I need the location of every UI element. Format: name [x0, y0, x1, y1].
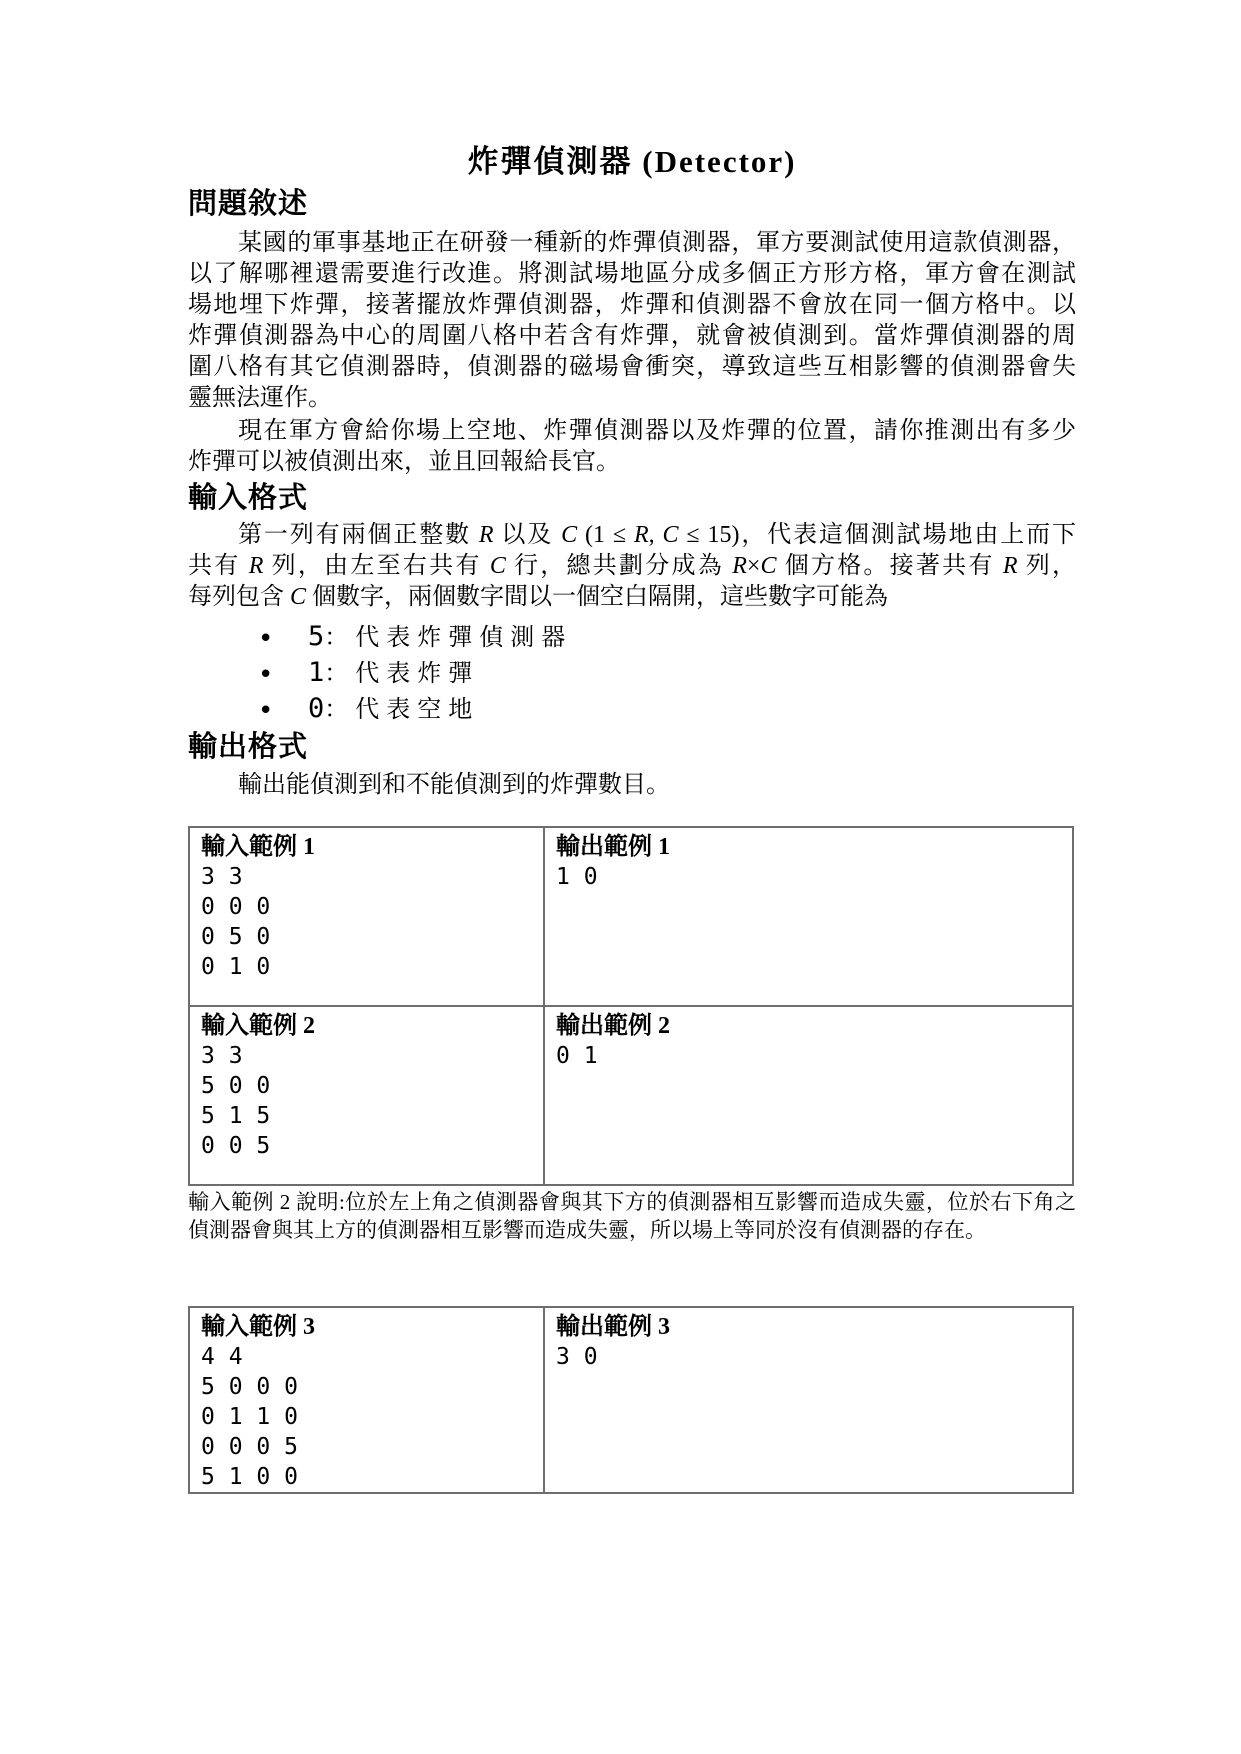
text-segment: 列，	[1017, 553, 1077, 579]
code-line: 0 0 0	[201, 894, 271, 920]
math-variable: R	[248, 553, 264, 579]
math-variable: R	[633, 522, 649, 548]
text-segment: (1 ≤	[577, 522, 634, 548]
section-heading-problem: 問題敘述	[188, 188, 309, 220]
example-input-label: 輸入範例 1	[201, 834, 315, 860]
math-variable: C	[290, 584, 307, 610]
text-segment: ×	[746, 553, 761, 579]
math-variable: R	[478, 522, 494, 548]
section-heading-output-format: 輸出格式	[188, 731, 309, 763]
text-line: 場地埋下炸彈，接著擺放炸彈偵測器，炸彈和偵測器不會放在同一個方格中。以	[188, 292, 1076, 318]
bullet-icon: •	[258, 660, 274, 690]
note-line: 輸入範例 2 說明:位於左上角之偵測器會與其下方的偵測器相互影響而造成失靈，位於右下角之	[188, 1190, 1076, 1214]
code-line: 3 0	[556, 1344, 598, 1370]
text-line: 以了解哪裡還需要進行改進。將測試場地區分成多個正方形方格，軍方會在測試	[188, 261, 1076, 287]
text-segment: 以及	[493, 522, 562, 548]
example-output-cell	[544, 1307, 1073, 1493]
text-segment: 每列包含	[188, 584, 290, 610]
value-code: 0	[308, 693, 325, 724]
example-input-cell	[189, 1006, 544, 1185]
value-description: 代表炸彈	[355, 661, 480, 687]
bullet-icon: •	[258, 696, 274, 726]
text-segment: 個方格。接著共有	[776, 553, 1003, 579]
code-line: 0 1 0	[201, 954, 271, 980]
section-heading-input-format: 輸入格式	[188, 482, 309, 514]
text-line: 靈無法運作。	[188, 385, 332, 411]
text-segment: ≤ 15)，代表這個測試場地由上而下	[678, 522, 1077, 548]
examples-table-1-2	[188, 826, 1074, 1186]
code-line: 0 0 5	[201, 1133, 271, 1159]
example-output-code	[556, 1342, 1062, 1372]
code-line: 5 1 0 0	[201, 1464, 298, 1490]
code-line: 3 3	[201, 864, 243, 890]
code-line: 1 0	[556, 864, 598, 890]
example-input-cell	[189, 827, 544, 1006]
examples-table-3	[188, 1306, 1074, 1494]
example-input-cell	[189, 1307, 544, 1493]
example-output-label: 輸出範例 3	[556, 1314, 670, 1340]
text-line: 現在軍方會給你場上空地、炸彈偵測器以及炸彈的位置，請你推測出有多少	[238, 418, 1076, 444]
example-row	[189, 1307, 1073, 1493]
output-format-paragraph	[188, 770, 1076, 801]
page-title: 炸彈偵測器 (Detector)	[467, 144, 797, 179]
value-description: 代表炸彈偵測器	[355, 625, 573, 651]
note-line: 偵測器會與其上方的偵測器相互影響而造成失靈，所以場上等同於沒有偵測器的存在。	[188, 1218, 986, 1242]
example-input-label: 輸入範例 3	[201, 1314, 315, 1340]
example-input-code	[201, 1342, 533, 1492]
example-input-code	[201, 862, 533, 982]
text-line: 炸彈可以被偵測出來，並且回報給長官。	[188, 449, 620, 475]
code-line: 4 4	[201, 1344, 243, 1370]
text-line: 輸出能偵測到和不能偵測到的炸彈數目。	[238, 772, 670, 798]
text-segment: 行，總共劃分成為	[505, 553, 733, 579]
value-colon: ：	[324, 625, 356, 651]
code-line: 5 0 0	[201, 1073, 271, 1099]
text-segment: 第一列有兩個正整數	[238, 522, 479, 548]
math-variable: C	[760, 553, 777, 579]
text-segment: 個數字，兩個數字間以一個空白隔開，這些數字可能為	[306, 584, 889, 610]
text-line: 某國的軍事基地正在研發一種新的炸彈偵測器，軍方要測試使用這款偵測器，	[238, 230, 1076, 256]
code-line: 0 0 0 5	[201, 1434, 298, 1460]
example-output-code	[556, 862, 1062, 892]
math-variable: R	[1002, 553, 1018, 579]
input-format-paragraph	[188, 520, 1076, 613]
list-item	[188, 655, 1076, 691]
text-line: 圍八格有其它偵測器時，偵測器的磁場會衝突，導致這些互相影響的偵測器會失	[188, 354, 1076, 380]
text-line: 炸彈偵測器為中心的周圍八格中若含有炸彈，就會被偵測到。當炸彈偵測器的周	[188, 323, 1076, 349]
code-line: 5 1 5	[201, 1103, 271, 1129]
math-variable: C	[489, 553, 506, 579]
value-legend-list	[188, 619, 1076, 727]
value-colon: ：	[324, 661, 356, 687]
list-item	[188, 691, 1076, 727]
code-line: 0 1	[556, 1043, 598, 1069]
math-variable: C	[662, 522, 679, 548]
problem-paragraph-1	[188, 228, 1076, 414]
example-input-code	[201, 1041, 533, 1161]
text-line	[188, 520, 1076, 551]
value-code: 5	[308, 621, 325, 652]
text-line	[188, 582, 1076, 613]
text-segment: 列，由左至右共有	[263, 553, 490, 579]
example-output-label: 輸出範例 1	[556, 834, 670, 860]
text-segment: 共有	[188, 553, 249, 579]
code-line: 3 3	[201, 1043, 243, 1069]
math-variable: R	[732, 553, 747, 579]
text-line	[188, 551, 1076, 582]
example-output-code	[556, 1041, 1062, 1071]
math-variable: C	[561, 522, 578, 548]
example-2-note	[188, 1188, 1076, 1244]
example-output-label: 輸出範例 2	[556, 1013, 670, 1039]
text-segment: ,	[648, 522, 663, 548]
example-output-cell	[544, 827, 1073, 1006]
example-output-cell	[544, 1006, 1073, 1185]
bullet-icon: •	[258, 624, 274, 654]
list-item	[188, 619, 1076, 655]
value-description: 代表空地	[355, 697, 480, 723]
example-row	[189, 1006, 1073, 1185]
code-line: 0 5 0	[201, 924, 271, 950]
example-row	[189, 827, 1073, 1006]
value-code: 1	[308, 657, 325, 688]
code-line: 0 1 1 0	[201, 1404, 298, 1430]
example-input-label: 輸入範例 2	[201, 1013, 315, 1039]
code-line: 5 0 0 0	[201, 1374, 298, 1400]
value-colon: ：	[324, 697, 356, 723]
problem-paragraph-2	[188, 416, 1076, 478]
